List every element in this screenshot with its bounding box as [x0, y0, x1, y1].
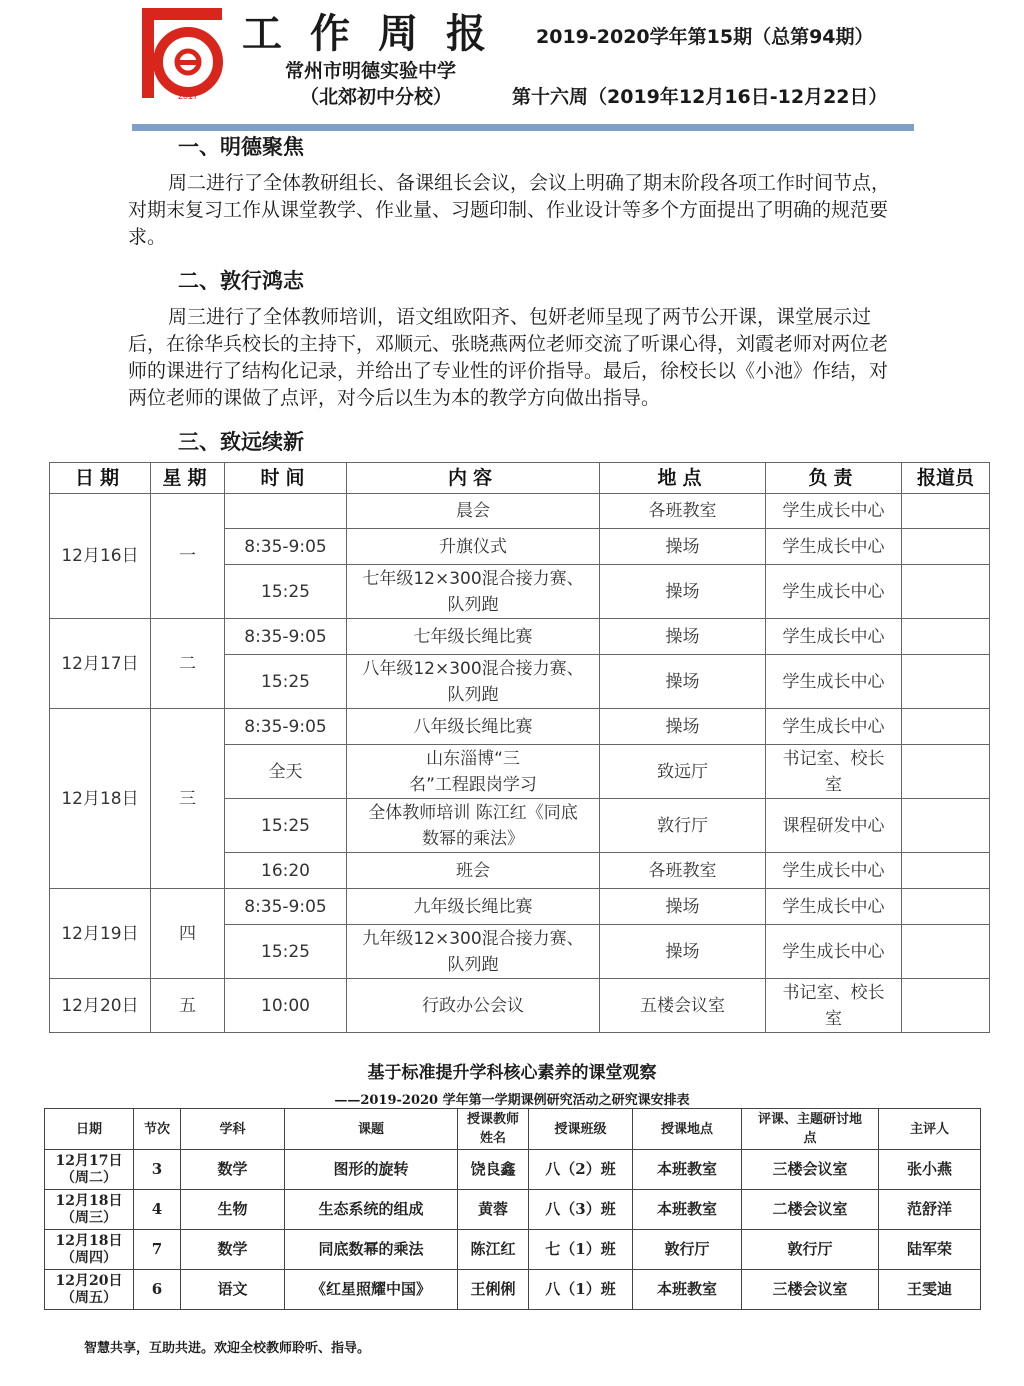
event-time: 15:25 — [225, 565, 347, 619]
obs-col-teacher: 授课教师姓名 — [458, 1109, 529, 1150]
school-logo-icon — [140, 6, 226, 104]
obs-reviewer: 张小燕 — [879, 1150, 981, 1190]
obs-subject: 数学 — [181, 1150, 285, 1190]
obs-location: 敦行厅 — [633, 1230, 742, 1270]
obs-period: 3 — [134, 1150, 181, 1190]
event-owner: 书记室、校长室 — [766, 745, 902, 799]
table-row — [50, 619, 990, 655]
event-reporter — [902, 655, 990, 709]
table-row — [45, 1190, 981, 1230]
obs-reviewer: 陆军荣 — [879, 1230, 981, 1270]
obs-reviewer: 范舒洋 — [879, 1190, 981, 1230]
obs-review-location: 三楼会议室 — [742, 1150, 879, 1190]
table-row — [50, 494, 990, 529]
col-content: 内容 — [347, 463, 600, 494]
event-place: 操场 — [600, 529, 766, 565]
obs-teacher: 黄蓉 — [458, 1190, 529, 1230]
obs-date: 12月18日（周三） — [45, 1190, 134, 1230]
observation-table — [44, 1108, 981, 1310]
event-place: 敦行厅 — [600, 799, 766, 853]
obs-teacher: 饶良鑫 — [458, 1150, 529, 1190]
event-content: 九年级长绳比赛 — [347, 889, 600, 925]
logo-year: 2017 — [177, 91, 199, 101]
schedule-header-row — [50, 463, 990, 494]
event-owner: 学生成长中心 — [766, 494, 902, 529]
event-reporter — [902, 979, 990, 1033]
table-row — [45, 1150, 981, 1190]
event-time: 16:20 — [225, 853, 347, 889]
event-time: 15:25 — [225, 655, 347, 709]
obs-col-subject: 学科 — [181, 1109, 285, 1150]
event-reporter — [902, 494, 990, 529]
event-content: 七年级12×300混合接力赛、队列跑 — [347, 565, 600, 619]
obs-subject: 生物 — [181, 1190, 285, 1230]
event-owner: 学生成长中心 — [766, 529, 902, 565]
obs-period: 7 — [134, 1230, 181, 1270]
table-row — [45, 1230, 981, 1270]
day-weekday: 四 — [151, 889, 225, 979]
day-date: 12月20日 — [50, 979, 151, 1033]
obs-period: 6 — [134, 1270, 181, 1310]
event-place: 操场 — [600, 655, 766, 709]
day-weekday: 五 — [151, 979, 225, 1033]
branch-name: （北郊初中分校） — [300, 86, 453, 108]
header-divider — [132, 124, 914, 131]
obs-location: 本班教室 — [633, 1270, 742, 1310]
section-heading-training: 二、敦行鸿志 — [178, 269, 304, 293]
obs-col-reviewer: 主评人 — [879, 1109, 981, 1150]
obs-date: 12月20日（周五） — [45, 1270, 134, 1310]
event-reporter — [902, 745, 990, 799]
event-content: 山东淄博“三名”工程跟岗学习 — [347, 745, 600, 799]
event-content: 七年级长绳比赛 — [347, 619, 600, 655]
event-time: 15:25 — [225, 799, 347, 853]
event-time: 15:25 — [225, 925, 347, 979]
obs-subject: 数学 — [181, 1230, 285, 1270]
obs-col-location: 授课地点 — [633, 1109, 742, 1150]
obs-col-topic: 课题 — [285, 1109, 458, 1150]
event-content: 行政办公会议 — [347, 979, 600, 1033]
obs-col-period: 节次 — [134, 1109, 181, 1150]
obs-date: 12月18日（周四） — [45, 1230, 134, 1270]
day-weekday: 二 — [151, 619, 225, 709]
event-place: 操场 — [600, 889, 766, 925]
obs-col-review-location: 评课、主题研讨地点 — [742, 1109, 879, 1150]
obs-period: 4 — [134, 1190, 181, 1230]
event-owner: 学生成长中心 — [766, 925, 902, 979]
day-weekday: 三 — [151, 709, 225, 889]
event-time: 8:35-9:05 — [225, 889, 347, 925]
event-owner: 学生成长中心 — [766, 565, 902, 619]
event-content: 全体教师培训 陈江红《同底数幂的乘法》 — [347, 799, 600, 853]
obs-review-location: 二楼会议室 — [742, 1190, 879, 1230]
event-owner: 学生成长中心 — [766, 853, 902, 889]
footer-note: 智慧共享，互助共进。欢迎全校教师聆听、指导。 — [84, 1341, 371, 1356]
obs-topic: 生态系统的组成 — [285, 1190, 458, 1230]
event-place: 各班教室 — [600, 853, 766, 889]
col-time: 时间 — [225, 463, 347, 494]
day-date: 12月19日 — [50, 889, 151, 979]
obs-subject: 语文 — [181, 1270, 285, 1310]
event-reporter — [902, 709, 990, 745]
event-reporter — [902, 889, 990, 925]
obs-class: 七（1）班 — [529, 1230, 633, 1270]
event-reporter — [902, 529, 990, 565]
obs-topic: 图形的旋转 — [285, 1150, 458, 1190]
obs-col-class: 授课班级 — [529, 1109, 633, 1150]
event-time: 8:35-9:05 — [225, 709, 347, 745]
col-weekday: 星期 — [151, 463, 225, 494]
day-date: 12月17日 — [50, 619, 151, 709]
week-range: 第十六周（2019年12月16日-12月22日） — [512, 86, 888, 108]
event-reporter — [902, 853, 990, 889]
obs-review-location: 三楼会议室 — [742, 1270, 879, 1310]
obs-class: 八（3）班 — [529, 1190, 633, 1230]
day-weekday: 一 — [151, 494, 225, 619]
table-row — [50, 979, 990, 1033]
col-reporter: 报道员 — [902, 463, 990, 494]
event-content: 升旗仪式 — [347, 529, 600, 565]
school-logo — [140, 6, 226, 104]
event-owner: 学生成长中心 — [766, 709, 902, 745]
event-reporter — [902, 799, 990, 853]
event-owner: 课程研发中心 — [766, 799, 902, 853]
obs-col-date: 日期 — [45, 1109, 134, 1150]
section-text-training: 周三进行了全体教师培训，语文组欧阳齐、包妍老师呈现了两节公开课，课堂展示过后，在徐华兵校长的主持下，邓顺元、张晓燕两位老师交流了听课心得，刘霞老师对两位老师的课进行了结构化记录，并给出了专业性的评价指导。最后，徐校长以《小池》作结，对两位老师的课做了点评，对今后以生为本的教学方向做出指导。 — [128, 306, 889, 409]
event-owner: 学生成长中心 — [766, 889, 902, 925]
event-content: 晨会 — [347, 494, 600, 529]
school-name: 常州市明德实验中学 — [285, 60, 457, 82]
event-owner: 学生成长中心 — [766, 655, 902, 709]
obs-reviewer: 王雯迪 — [879, 1270, 981, 1310]
event-content: 八年级长绳比赛 — [347, 709, 600, 745]
event-place: 操场 — [600, 565, 766, 619]
section-heading-focus: 一、明德聚焦 — [178, 135, 304, 159]
observation-header-row — [45, 1109, 981, 1150]
event-owner: 书记室、校长室 — [766, 979, 902, 1033]
event-content: 九年级12×300混合接力赛、队列跑 — [347, 925, 600, 979]
event-reporter — [902, 925, 990, 979]
event-place: 致远厅 — [600, 745, 766, 799]
observation-title: 基于标准提升学科核心素养的课堂观察 — [367, 1063, 657, 1083]
obs-date: 12月17日（周二） — [45, 1150, 134, 1190]
event-time: 10:00 — [225, 979, 347, 1033]
event-time — [225, 494, 347, 529]
obs-teacher: 陈江红 — [458, 1230, 529, 1270]
obs-location: 本班教室 — [633, 1150, 742, 1190]
observation-subtitle: ——2019-2020 学年第一学期课例研究活动之研究课安排表 — [334, 1093, 690, 1108]
event-place: 操场 — [600, 619, 766, 655]
day-date: 12月18日 — [50, 709, 151, 889]
event-place: 五楼会议室 — [600, 979, 766, 1033]
obs-class: 八（2）班 — [529, 1150, 633, 1190]
event-owner: 学生成长中心 — [766, 619, 902, 655]
event-place: 操场 — [600, 709, 766, 745]
table-row — [50, 709, 990, 745]
section-heading-schedule: 三、致远续新 — [178, 430, 304, 454]
obs-class: 八（1）班 — [529, 1270, 633, 1310]
col-owner: 负责 — [766, 463, 902, 494]
event-place: 操场 — [600, 925, 766, 979]
event-time: 8:35-9:05 — [225, 619, 347, 655]
obs-teacher: 王俐俐 — [458, 1270, 529, 1310]
weekly-schedule-table — [49, 462, 990, 1033]
col-place: 地点 — [600, 463, 766, 494]
obs-topic: 《红星照耀中国》 — [285, 1270, 458, 1310]
table-row — [45, 1270, 981, 1310]
table-row — [50, 889, 990, 925]
event-content: 八年级12×300混合接力赛、队列跑 — [347, 655, 600, 709]
day-date: 12月16日 — [50, 494, 151, 619]
report-title: 工作周报 — [242, 11, 514, 57]
event-reporter — [902, 565, 990, 619]
event-time: 全天 — [225, 745, 347, 799]
obs-location: 本班教室 — [633, 1190, 742, 1230]
event-reporter — [902, 619, 990, 655]
event-place: 各班教室 — [600, 494, 766, 529]
issue-number: 2019-2020学年第15期（总第94期） — [536, 26, 874, 48]
obs-topic: 同底数幂的乘法 — [285, 1230, 458, 1270]
event-time: 8:35-9:05 — [225, 529, 347, 565]
section-text-focus: 周二进行了全体教研组长、备课组长会议，会议上明确了期末阶段各项工作时间节点，对期末复习工作从课堂教学、作业量、习题印制、作业设计等多个方面提出了明确的规范要求。 — [128, 172, 891, 248]
event-content: 班会 — [347, 853, 600, 889]
obs-review-location: 敦行厅 — [742, 1230, 879, 1270]
col-date: 日期 — [50, 463, 151, 494]
